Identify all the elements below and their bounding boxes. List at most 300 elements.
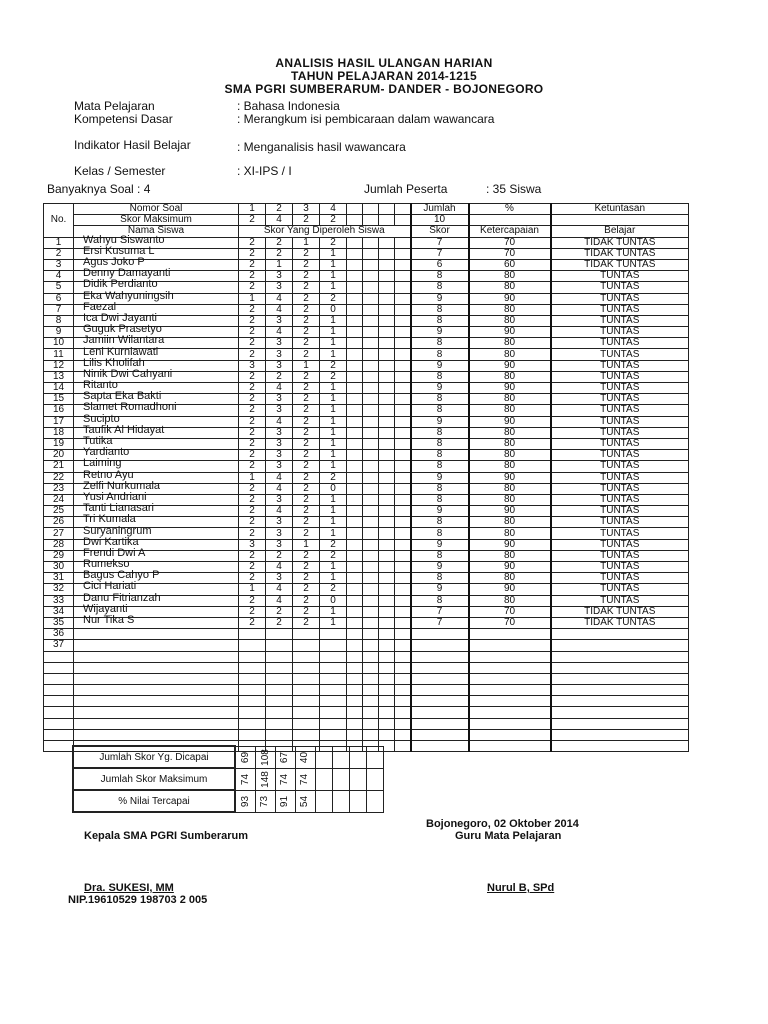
- blank-cell: [395, 438, 411, 449]
- blank-cell: [379, 562, 395, 573]
- student-name-text: Rumekso: [83, 558, 130, 571]
- blank-cell: [379, 237, 395, 248]
- blank-cell: [320, 651, 347, 662]
- blank-cell: [347, 617, 363, 628]
- blank-cell: [293, 707, 320, 718]
- blank-cell: [347, 718, 363, 729]
- blank-cell: [363, 416, 379, 427]
- total-score: 8: [411, 371, 469, 382]
- score-cell: 2: [293, 293, 320, 304]
- score-cell: 2: [293, 562, 320, 573]
- student-name-text: Yusi Andriani: [83, 490, 147, 503]
- report-title-line1: ANALISIS HASIL ULANGAN HARIAN: [275, 56, 493, 70]
- blank-cell: [239, 707, 266, 718]
- empty-row: [44, 651, 689, 662]
- completion-status: TUNTAS: [551, 338, 689, 349]
- total-max-label: Jumlah Skor Maksimum: [73, 768, 235, 790]
- blank-cell: [379, 472, 395, 483]
- student-name-text: Ersi Kusuma L: [83, 244, 155, 257]
- blank-cell: [379, 528, 395, 539]
- achievement-percent: 90: [469, 472, 551, 483]
- blank-cell: [363, 427, 379, 438]
- table-row: [44, 595, 689, 606]
- blank-cell: [395, 651, 411, 662]
- score-percent-2: 73: [255, 790, 275, 812]
- blank-cell: [363, 517, 379, 528]
- score-cell: 2: [320, 550, 347, 561]
- completion-status: TUNTAS: [551, 494, 689, 505]
- participants-label: Jumlah Peserta: [364, 182, 448, 196]
- blank-cell: [44, 707, 74, 718]
- blank-cell: [347, 573, 363, 584]
- row-number: 25: [44, 506, 74, 517]
- total-score: 8: [411, 338, 469, 349]
- student-score-header: Skor Yang Diperoleh Siswa: [239, 226, 411, 237]
- row-number: 7: [44, 304, 74, 315]
- score-cell: 1: [293, 360, 320, 371]
- score-cell: 2: [239, 416, 266, 427]
- row-number: 35: [44, 617, 74, 628]
- blank-cell: [379, 696, 395, 707]
- table-row: [44, 438, 689, 449]
- score-cell: 3: [266, 461, 293, 472]
- student-name-text: Lilis Kholifah: [83, 356, 145, 369]
- score-percent-4: 54: [295, 790, 315, 812]
- blank-cell: [266, 662, 293, 673]
- student-name-text: Leni Kurniawati: [83, 345, 159, 358]
- score-cell: 1: [320, 259, 347, 270]
- score-cell: 1: [320, 606, 347, 617]
- blank-cell: [363, 707, 379, 718]
- score-cell: 2: [239, 562, 266, 573]
- blank-cell: [379, 550, 395, 561]
- total-score: 9: [411, 293, 469, 304]
- blank-cell: [74, 707, 239, 718]
- completion-status: TUNTAS: [551, 394, 689, 405]
- score-cell: 2: [293, 271, 320, 282]
- max-score-1: 2: [239, 215, 266, 226]
- score-cell: 4: [266, 506, 293, 517]
- score-cell: 1: [320, 416, 347, 427]
- achievement-percent: 80: [469, 461, 551, 472]
- score-cell: 2: [239, 550, 266, 561]
- score-cell: 2: [293, 461, 320, 472]
- blank-cell: [363, 315, 379, 326]
- row-number: 26: [44, 517, 74, 528]
- blank-cell: [379, 584, 395, 595]
- score-cell: 1: [320, 383, 347, 394]
- blank-cell: [347, 517, 363, 528]
- row-number: 1: [44, 237, 74, 248]
- score-cell: [293, 629, 320, 640]
- blank-cell: [44, 696, 74, 707]
- row-number: 28: [44, 539, 74, 550]
- completion-status: TUNTAS: [551, 315, 689, 326]
- blank-cell: [363, 360, 379, 371]
- total-score: 7: [411, 617, 469, 628]
- score-cell: 3: [266, 427, 293, 438]
- row-number: 33: [44, 595, 74, 606]
- blank-cell: [395, 248, 411, 259]
- blank-cell: [266, 718, 293, 729]
- blank-cell: [379, 360, 395, 371]
- blank-cell: [266, 729, 293, 740]
- score-cell: 2: [239, 528, 266, 539]
- blank-cell: [379, 371, 395, 382]
- blank-cell: [379, 729, 395, 740]
- score-cell: 2: [293, 550, 320, 561]
- score-cell: 2: [320, 360, 347, 371]
- blank-cell: [347, 696, 363, 707]
- achievement-percent: 80: [469, 427, 551, 438]
- blank-cell: [74, 718, 239, 729]
- blank-cell: [395, 416, 411, 427]
- blank-cell: [379, 383, 395, 394]
- table-row: [44, 427, 689, 438]
- score-cell: 2: [293, 606, 320, 617]
- score-percent-3: 91: [275, 790, 295, 812]
- blank-cell: [379, 629, 395, 640]
- blank-cell: [44, 662, 74, 673]
- blank-cell: [379, 327, 395, 338]
- score-cell: 2: [320, 237, 347, 248]
- blank-cell: [395, 629, 411, 640]
- achievement-percent: 80: [469, 494, 551, 505]
- blank-cell: [395, 338, 411, 349]
- blank-cell: [395, 349, 411, 360]
- score-cell: 2: [293, 338, 320, 349]
- completion-status: TUNTAS: [551, 271, 689, 282]
- achievement-percent: 80: [469, 550, 551, 561]
- score-cell: 1: [320, 562, 347, 573]
- blank-cell: [347, 438, 363, 449]
- total-score: 8: [411, 483, 469, 494]
- score-cell: 2: [239, 427, 266, 438]
- score-cell: 3: [266, 338, 293, 349]
- blank-cell: [395, 696, 411, 707]
- blank-cell: [395, 282, 411, 293]
- row-number: 12: [44, 360, 74, 371]
- blank-cell: [347, 304, 363, 315]
- score-cell: 3: [266, 315, 293, 326]
- achievement-percent: 90: [469, 539, 551, 550]
- completion-status: TIDAK TUNTAS: [551, 237, 689, 248]
- principal-name: Dra. SUKESI, MM: [84, 882, 174, 894]
- row-number: 8: [44, 315, 74, 326]
- table-row: [44, 461, 689, 472]
- blank-cell: [379, 651, 395, 662]
- empty-row: [44, 673, 689, 684]
- row-number: 13: [44, 371, 74, 382]
- score-cell: 1: [320, 450, 347, 461]
- report-title-line3: SMA PGRI SUMBERARUM- DANDER - BOJONEGORO: [224, 82, 544, 96]
- total-score: 9: [411, 472, 469, 483]
- score-cell: 1: [320, 282, 347, 293]
- blank-cell: [363, 438, 379, 449]
- row-number: 23: [44, 483, 74, 494]
- blank-cell: [551, 651, 689, 662]
- total-score: 9: [411, 416, 469, 427]
- score-cell: 2: [293, 573, 320, 584]
- blank-cell: [379, 450, 395, 461]
- achievement-percent: 80: [469, 450, 551, 461]
- completion-status: TUNTAS: [551, 383, 689, 394]
- blank-cell: [363, 718, 379, 729]
- blank-cell: [363, 248, 379, 259]
- score-cell: 3: [266, 528, 293, 539]
- blank-cell: [379, 595, 395, 606]
- blank-cell: [347, 450, 363, 461]
- blank-cell: [347, 506, 363, 517]
- blank-cell: [395, 539, 411, 550]
- blank-cell: [347, 293, 363, 304]
- blank-cell: [74, 651, 239, 662]
- total-score: 8: [411, 405, 469, 416]
- blank-cell: [347, 394, 363, 405]
- blank-cell: [347, 539, 363, 550]
- blank-cell: [363, 293, 379, 304]
- blank-cell: [379, 248, 395, 259]
- total-score: 8: [411, 517, 469, 528]
- blank-cell: [266, 673, 293, 684]
- total-score: 7: [411, 248, 469, 259]
- student-name-text: Danu Fitrianzah: [83, 591, 161, 604]
- row-number: 20: [44, 450, 74, 461]
- score-cell: 2: [266, 248, 293, 259]
- place-date: Bojonegoro, 02 Oktober 2014: [426, 818, 579, 830]
- completion-status: TUNTAS: [551, 472, 689, 483]
- score-cell: 3: [239, 539, 266, 550]
- achievement-percent: 80: [469, 595, 551, 606]
- blank-cell: [469, 741, 551, 752]
- score-cell: 2: [293, 259, 320, 270]
- score-cell: 0: [320, 483, 347, 494]
- blank-cell: [379, 293, 395, 304]
- blank-cell: [395, 327, 411, 338]
- blank-cell: [363, 259, 379, 270]
- score-cell: 2: [266, 550, 293, 561]
- blank-cell: [395, 685, 411, 696]
- row-number: 29: [44, 550, 74, 561]
- blank-cell: [293, 651, 320, 662]
- blank-cell: [363, 483, 379, 494]
- blank-cell: [44, 673, 74, 684]
- row-number: 18: [44, 427, 74, 438]
- total-score: [411, 629, 469, 640]
- student-name-text: Ritanto: [83, 379, 118, 392]
- blank-cell: [379, 438, 395, 449]
- total-score: 6: [411, 259, 469, 270]
- blank-cell: [395, 259, 411, 270]
- total-score: 8: [411, 595, 469, 606]
- completion-status: TUNTAS: [551, 550, 689, 561]
- subject-value: : Bahasa Indonesia: [237, 99, 340, 113]
- learning-header: Belajar: [551, 226, 689, 237]
- max-score-2: 4: [266, 215, 293, 226]
- score-cell: 2: [239, 405, 266, 416]
- completion-status: TUNTAS: [551, 517, 689, 528]
- blank-cell: [395, 405, 411, 416]
- blank-cell: [379, 494, 395, 505]
- score-cell: 2: [239, 606, 266, 617]
- blank-cell: [379, 707, 395, 718]
- score-cell: 2: [266, 237, 293, 248]
- completion-status: [551, 629, 689, 640]
- total-score: 9: [411, 562, 469, 573]
- completion-status: TUNTAS: [551, 360, 689, 371]
- blank-cell: [239, 696, 266, 707]
- score-cell: 2: [293, 416, 320, 427]
- blank-cell: [347, 315, 363, 326]
- blank-cell: [411, 718, 469, 729]
- total-achieved-3: 67: [275, 746, 295, 768]
- row-number: 2: [44, 248, 74, 259]
- score-cell: 2: [239, 349, 266, 360]
- blank-cell: [395, 550, 411, 561]
- blank-cell: [363, 595, 379, 606]
- blank-cell: [395, 304, 411, 315]
- achievement-percent: 80: [469, 483, 551, 494]
- empty-row: [44, 685, 689, 696]
- student-name-text: Dwi Kartika: [83, 535, 139, 548]
- blank-cell: [379, 427, 395, 438]
- score-cell: 1: [320, 327, 347, 338]
- achievement-percent: 90: [469, 416, 551, 427]
- completion-status: TUNTAS: [551, 573, 689, 584]
- blank-cell: [379, 461, 395, 472]
- blank-cell: [379, 394, 395, 405]
- student-name-text: Guguk Prasetyo: [83, 323, 162, 336]
- blank-cell: [469, 685, 551, 696]
- score-cell: 1: [320, 427, 347, 438]
- blank-cell: [347, 338, 363, 349]
- blank-cell: [347, 651, 363, 662]
- row-number: 3: [44, 259, 74, 270]
- blank-cell: [293, 685, 320, 696]
- row-number: 27: [44, 528, 74, 539]
- blank-cell: [347, 405, 363, 416]
- blank-cell: [363, 237, 379, 248]
- total-max-1: 74: [235, 768, 255, 790]
- score-cell: 2: [239, 338, 266, 349]
- total-score: 8: [411, 394, 469, 405]
- blank-cell: [469, 729, 551, 740]
- blank-cell: [379, 259, 395, 270]
- score-cell: 2: [239, 237, 266, 248]
- blank-cell: [379, 338, 395, 349]
- student-name-text: Agus Joko P: [83, 256, 145, 269]
- student-name-text: Slamet Romadhoni: [83, 401, 177, 414]
- achievement-percent: 90: [469, 562, 551, 573]
- score-cell: 3: [266, 494, 293, 505]
- score-cell: 1: [320, 461, 347, 472]
- score-cell: 2: [320, 293, 347, 304]
- table-row: [44, 528, 689, 539]
- completion-status: TUNTAS: [551, 327, 689, 338]
- blank-cell: [379, 685, 395, 696]
- score-cell: 2: [293, 315, 320, 326]
- table-row: [44, 405, 689, 416]
- score-table: [43, 203, 689, 752]
- blank-cell: [363, 617, 379, 628]
- score-cell: 4: [266, 595, 293, 606]
- score-cell: 2: [293, 483, 320, 494]
- score-cell: 2: [239, 450, 266, 461]
- blank-cell: [411, 673, 469, 684]
- achievement-percent: 80: [469, 528, 551, 539]
- score-cell: 4: [266, 327, 293, 338]
- score-cell: [239, 640, 266, 651]
- score-cell: 2: [293, 472, 320, 483]
- blank-cell: [293, 729, 320, 740]
- completion-status: TUNTAS: [551, 584, 689, 595]
- row-number: 10: [44, 338, 74, 349]
- completion-status: TUNTAS: [551, 539, 689, 550]
- question-num-4: 4: [320, 204, 347, 215]
- blank-cell: [395, 573, 411, 584]
- blank-cell: [411, 662, 469, 673]
- row-number: 14: [44, 383, 74, 394]
- row-number: 5: [44, 282, 74, 293]
- score-cell: 2: [239, 315, 266, 326]
- blank-cell: [363, 327, 379, 338]
- blank-cell: [395, 427, 411, 438]
- blank-cell: [363, 696, 379, 707]
- score-cell: 2: [239, 371, 266, 382]
- blank-cell: [347, 707, 363, 718]
- subject-label: Mata Pelajaran: [74, 99, 155, 113]
- score-cell: 1: [320, 438, 347, 449]
- completion-status: TUNTAS: [551, 528, 689, 539]
- blank-cell: [395, 617, 411, 628]
- blank-cell: [363, 394, 379, 405]
- score-cell: 1: [239, 293, 266, 304]
- blank-cell: [363, 606, 379, 617]
- blank-cell: [293, 673, 320, 684]
- row-number: 19: [44, 438, 74, 449]
- student-name-text: Yardianto: [83, 446, 130, 459]
- score-cell: 2: [239, 595, 266, 606]
- blank-cell: [363, 528, 379, 539]
- total-score: 8: [411, 315, 469, 326]
- score-cell: 2: [293, 427, 320, 438]
- blank-cell: [347, 237, 363, 248]
- blank-cell: [74, 662, 239, 673]
- blank-cell: [363, 673, 379, 684]
- blank-cell: [551, 696, 689, 707]
- student-name-text: Didik Perdianto: [83, 278, 158, 291]
- blank-cell: [411, 696, 469, 707]
- empty-row: [44, 662, 689, 673]
- completion-status: TUNTAS: [551, 293, 689, 304]
- blank-cell: [44, 685, 74, 696]
- score-cell: 4: [266, 472, 293, 483]
- no-header-top: [44, 204, 74, 215]
- achievement-percent: 80: [469, 438, 551, 449]
- blank-cell: [266, 651, 293, 662]
- score-cell: 2: [293, 349, 320, 360]
- blank-cell: [411, 729, 469, 740]
- student-name-text: Jamiin Wilantara: [83, 334, 165, 347]
- score-cell: 2: [320, 472, 347, 483]
- completion-status: TUNTAS: [551, 595, 689, 606]
- achievement-percent: 70: [469, 617, 551, 628]
- percent-header: %: [469, 204, 551, 215]
- blank-cell: [347, 550, 363, 561]
- blank-cell: [395, 640, 411, 651]
- blank-cell: [469, 651, 551, 662]
- score-cell: 2: [293, 394, 320, 405]
